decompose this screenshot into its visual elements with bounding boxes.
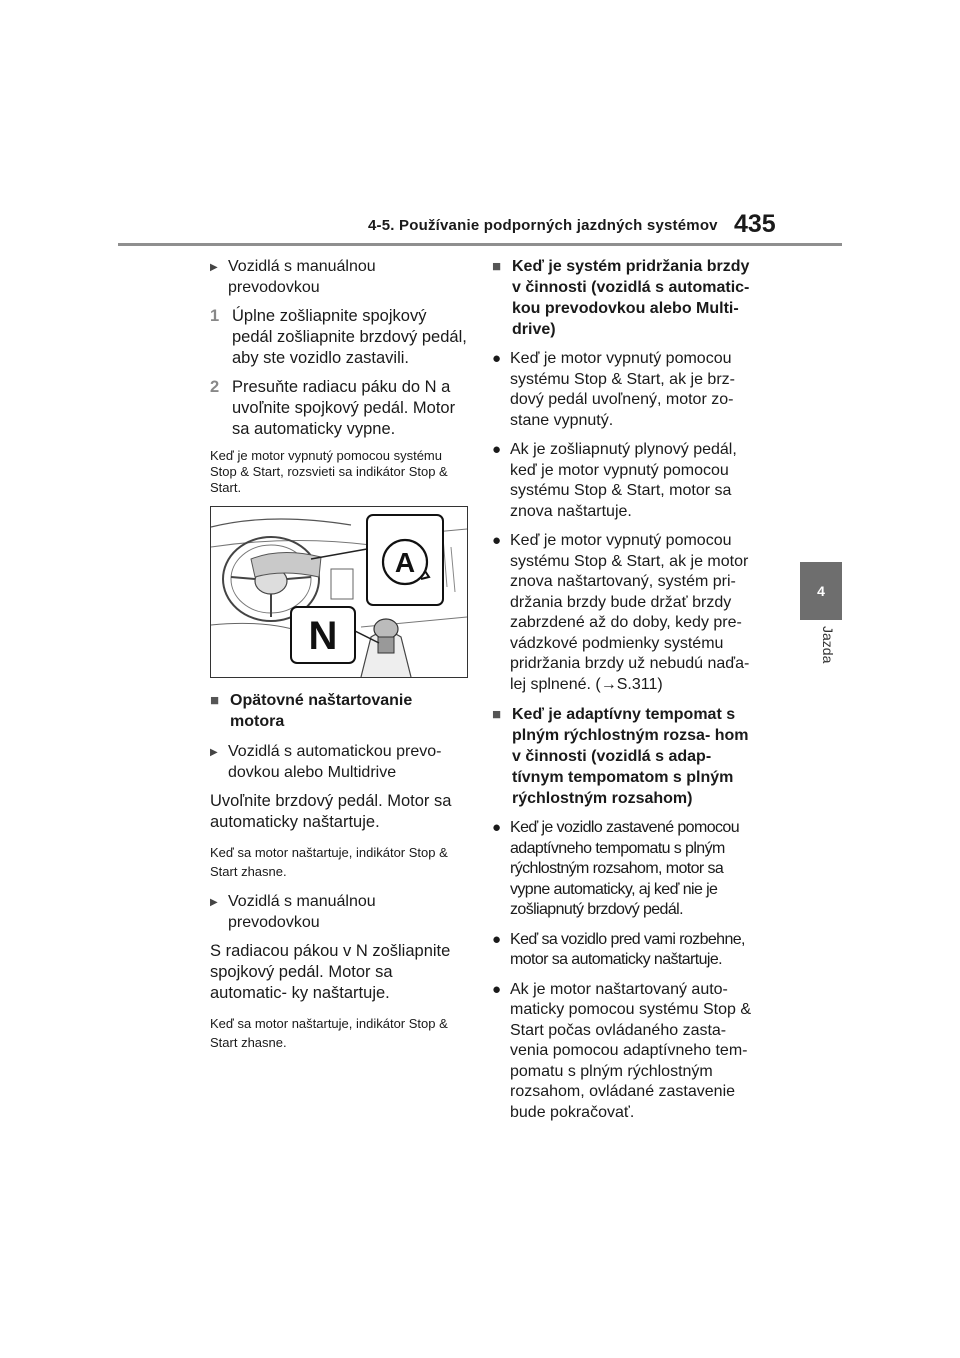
bullet-icon: ●: [492, 441, 502, 458]
auto-stop-start-letter: A: [394, 547, 416, 578]
bullet-icon: ●: [492, 350, 502, 367]
step-text: Presuňte radiacu páku do N a uvoľnite spojkový pedál. Motor sa automaticky vypne.: [232, 378, 456, 438]
header-rule: [118, 243, 842, 246]
list-item: ● Keď je motor vypnutý pomocou systému Stop & Start, ak je brz- dový pedál uvoľnený, motor zo- stane vypnutý.: [492, 349, 754, 431]
paragraph-auto: Uvoľnite brzdový pedál. Motor sa automaticky naštartuje.: [210, 792, 452, 831]
subheading-manual-2: ▶ Vozidlá s manuálnou prevodovkou: [210, 893, 376, 931]
list-item: ● Ak je motor naštartovaný auto- maticky pomocou systému Stop & Start počas ovládaného zasta- venia pomocou adaptívneho tem- pomatu s plným rýchlostným rozsahom, ovládané zastavenie bude pokračovať.: [492, 980, 754, 1124]
list-item: ● Keď je vozidlo zastavené pomocou adaptívneho tempomatu s plným rýchlostným rozsahom, motor sa vypne automaticky, aj keď nie je zošliapnutý brzdový pedál.: [492, 818, 754, 921]
chapter-label: Jazda: [820, 626, 836, 664]
list-item: ● Keď sa vozidlo pred vami rozbehne, motor sa automaticky naštartuje.: [492, 930, 754, 971]
square-bullet-icon: ■: [492, 706, 502, 723]
step-number: 1: [210, 307, 220, 325]
chapter-tab[interactable]: 4: [800, 562, 842, 620]
dashboard-illustration: [210, 506, 468, 678]
subheading-auto: ▶ Vozidlá s automatickou prevo- dovkou alebo Multidrive: [210, 743, 442, 781]
bullet-icon: ●: [492, 532, 502, 549]
step-number: 2: [210, 378, 220, 396]
neutral-letter: N: [308, 614, 338, 658]
bullet-icon: ●: [492, 819, 502, 836]
list-item: ● Ak je zošliapnutý plynový pedál, keď je motor vypnutý pomocou systému Stop & Start, motor sa znova naštartuje.: [492, 440, 754, 522]
left-column: [210, 256, 468, 1062]
list-item: ● Keď je motor vypnutý pomocou systému Stop & Start, ak je motor znova naštartovaný, systém pri- držania brzdy bude držať brzdy zabrzdené až do doby, kedy pre- vádzkové podmienky systému pridržania brzdy už nebudú naďa- lej splnené. (→S.311): [492, 531, 754, 695]
triangle-icon: ▶: [210, 262, 218, 273]
header-title: 4-5. Používanie podporných jazdných systémov: [368, 217, 718, 234]
section-adaptive-cruise: ■ Keď je adaptívny tempomat s plným rýchlostným rozsa- hom v činnosti (vozidlá s adap- tívnym tempomatom s plným rýchlostným rozsahom): [492, 706, 749, 807]
subheading-manual-1: ▶ Vozidlá s manuálnou prevodovkou: [210, 258, 376, 296]
step-2: [210, 377, 468, 440]
paragraph-manual: S radiacou pákou v N zošliapnite spojkový pedál. Motor sa automatic- ky naštartuje.: [210, 942, 451, 1002]
section-brake-hold: ■ Keď je systém pridržania brzdy v činnosti (vozidlá s automatic- kou prevodovkou alebo Multi- drive): [492, 258, 750, 338]
bullet-icon: ●: [492, 980, 502, 998]
bullet-icon: ●: [492, 930, 502, 948]
dashboard-drawing: [211, 507, 467, 677]
step-text: Úplne zošliapnite spojkový pedál zošliapnite brzdový pedál, aby ste vozidlo zastavili.: [232, 307, 467, 367]
section-restart: ■ Opätovné naštartovanie motora: [210, 692, 413, 730]
square-bullet-icon: ■: [492, 258, 502, 275]
step-1: [210, 306, 468, 369]
note-manual: Keď sa motor naštartuje, indikátor Stop & Start zhasne.: [210, 1016, 448, 1050]
note-indicator: Keď je motor vypnutý pomocou systému Stop & Start, rozsvieti sa indikátor Stop & Start.: [210, 448, 448, 495]
note-auto: Keď sa motor naštartuje, indikátor Stop & Start zhasne.: [210, 845, 448, 879]
square-bullet-icon: ■: [210, 692, 220, 709]
triangle-icon: ▶: [210, 747, 218, 758]
page-number: 435: [734, 210, 776, 238]
triangle-icon: ▶: [210, 897, 218, 908]
right-column: [492, 256, 754, 1132]
